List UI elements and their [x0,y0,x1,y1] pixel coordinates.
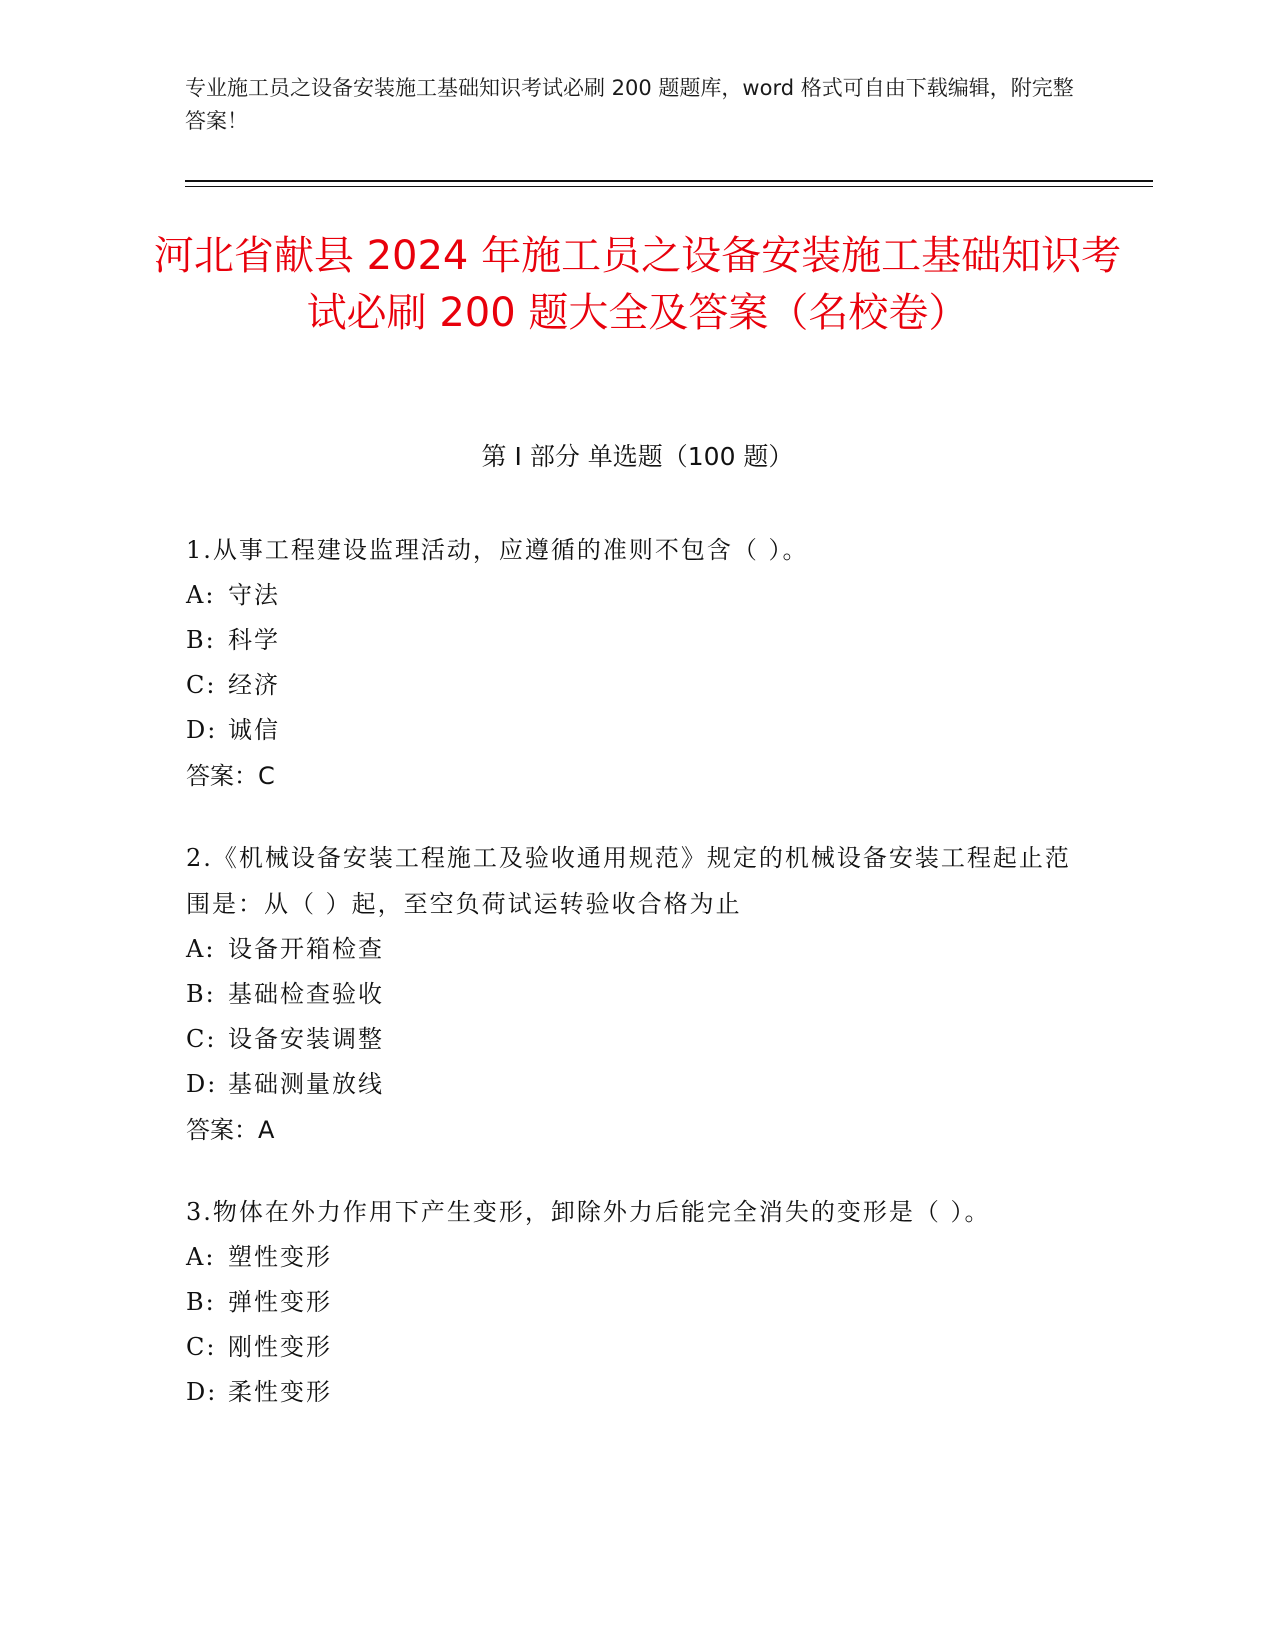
option-a [186,1235,1086,1280]
answer-line: 答案：C [186,762,275,790]
question-text: 1.从事工程建设监理活动，应遵循的准则不包含（ ）。 [186,536,809,564]
option-letter: C: [186,1025,217,1053]
option-b [186,972,1086,1017]
option-b [186,1280,1086,1325]
option-text: 柔性变形 [228,1378,332,1406]
option-letter: B: [186,1288,216,1316]
option-text: 设备开箱检查 [228,935,384,963]
question-text: 3.物体在外力作用下产生变形，卸除外力后能完全消失的变形是（ ）。 [186,1198,991,1226]
option-d [186,1062,1086,1107]
option-d [186,1370,1086,1415]
option-letter: A: [186,581,216,609]
option-text: 诚信 [228,716,280,744]
question-item [186,527,1086,799]
option-a [186,927,1086,972]
option-b [186,618,1086,663]
option-d [186,708,1086,753]
option-letter: D: [186,716,218,744]
option-letter: D: [186,1378,218,1406]
option-text: 基础测量放线 [228,1070,384,1098]
option-text: 基础检查验收 [228,980,384,1008]
option-text: 弹性变形 [228,1288,332,1316]
question-item [186,1189,1086,1415]
option-letter: A: [186,935,216,963]
option-letter: B: [186,980,216,1008]
document-title: 河北省献县 2024 年施工员之设备安装施工基础知识考试必刷 200 题大全及答案（名校卷） [153,233,1122,336]
option-c [186,1017,1086,1062]
option-text: 守法 [228,581,280,609]
question-text: 2.《机械设备安装工程施工及验收通用规范》规定的机械设备安装工程起止范围是：从（ ）起，至空负荷试运转验收合格为止 [186,844,1071,918]
option-a [186,573,1086,618]
option-text: 科学 [228,626,280,654]
question-list [186,527,1086,1451]
header-divider-thin [185,186,1153,187]
question-item [186,835,1086,1153]
header-divider-thick [185,180,1153,182]
option-text: 经济 [228,671,280,699]
option-letter: C: [186,1333,217,1361]
option-letter: B: [186,626,216,654]
option-text: 设备安装调整 [228,1025,384,1053]
section-heading: 第 I 部分 单选题（100 题） [481,442,794,471]
option-letter: A: [186,1243,216,1271]
header-note: 专业施工员之设备安装施工基础知识考试必刷 200 题题库，word 格式可自由下载编辑，附完整答案！ [185,76,1074,133]
option-letter: D: [186,1070,218,1098]
option-text: 塑性变形 [228,1243,332,1271]
option-text: 刚性变形 [228,1333,332,1361]
answer-line: 答案：A [186,1116,275,1144]
option-letter: C: [186,671,217,699]
option-c [186,1325,1086,1370]
option-c [186,663,1086,708]
